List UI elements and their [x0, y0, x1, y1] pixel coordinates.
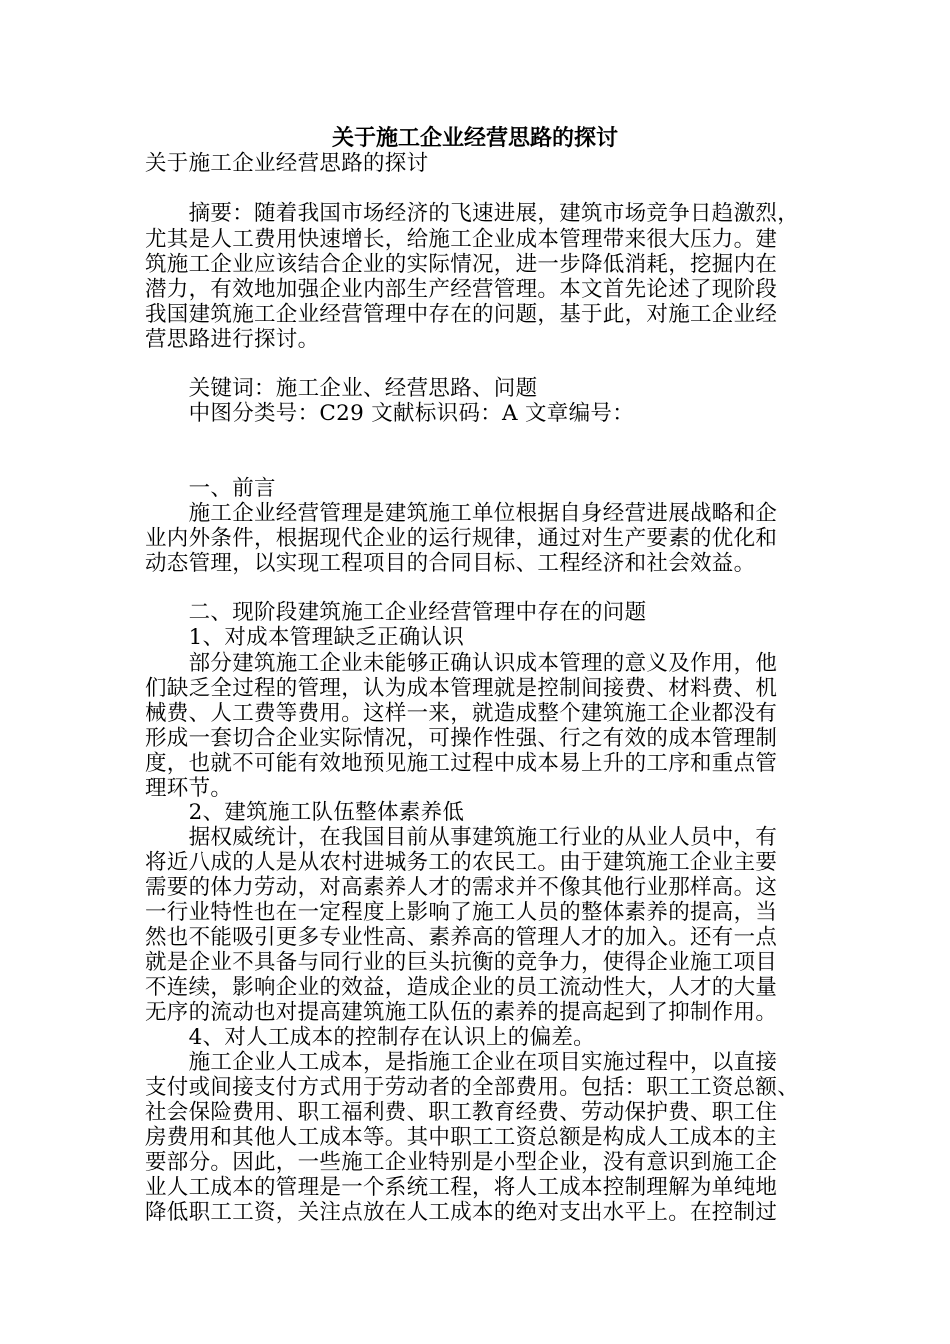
text-line: 不连续，影响企业的效益，造成企业的员工流动性大，人才的大量 — [145, 975, 778, 1000]
keywords-line: 关键词：施工企业、经营思路、问题 — [145, 376, 538, 401]
section-heading: 一、前言 — [145, 476, 276, 501]
text-line: 度，也就不可能有效地预见施工过程中成本易上升的工序和重点管 — [145, 751, 778, 776]
text-line: 部分建筑施工企业未能够正确认识成本管理的意义及作用，他 — [145, 651, 778, 676]
text-line: 形成一套切合企业实际情况，可操作性强、行之有效的成本管理制 — [145, 726, 778, 751]
doc-title: 关于施工企业经营思路的探讨 — [331, 125, 618, 151]
text-line: 施工企业经营管理是建筑施工单位根据自身经营进展战略和企 — [145, 501, 778, 526]
text-line: 据权威统计，在我国目前从事建筑施工行业的从业人员中，有 — [145, 825, 778, 850]
text-line: 业人工成本的管理是一个系统工程，将人工成本控制理解为单纯地 — [145, 1175, 778, 1200]
doc-subtitle: 关于施工企业经营思路的探讨 — [145, 151, 429, 176]
text-line: 要部分。因此，一些施工企业特别是小型企业，没有意识到施工企 — [145, 1150, 778, 1175]
text-line: 摘要：随着我国市场经济的飞速进展，建筑市场竞争日趋激烈， — [145, 201, 800, 226]
text-line: 筑施工企业应该结合企业的实际情况，进一步降低消耗，挖掘内在 — [145, 252, 778, 277]
text-line: 械费、人工费等费用。这样一来，就造成整个建筑施工企业都没有 — [145, 701, 778, 726]
text-line: 支付或间接支付方式用于劳动者的全部费用。包括：职工工资总额、 — [145, 1075, 800, 1100]
classification-line: 中图分类号：C29 文献标识码：A 文章编号： — [145, 401, 635, 426]
text-line: 施工企业人工成本，是指施工企业在项目实施过程中，以直接 — [145, 1050, 778, 1075]
text-line: 们缺乏全过程的管理，认为成本管理就是控制间接费、材料费、机 — [145, 676, 778, 701]
text-line: 潜力，有效地加强企业内部生产经营管理。本文首先论述了现阶段 — [145, 277, 778, 302]
text-line: 需要的体力劳动，对高素养人才的需求并不像其他行业那样高。这 — [145, 875, 778, 900]
text-line: 理环节。 — [145, 776, 233, 801]
subsection-heading: 4、对人工成本的控制存在认识上的偏差。 — [145, 1025, 595, 1050]
text-line: 就是企业不具备与同行业的巨头抗衡的竞争力，使得企业施工项目 — [145, 950, 778, 975]
text-line: 一行业特性也在一定程度上影响了施工人员的整体素养的提高，当 — [145, 900, 778, 925]
text-line: 营思路进行探讨。 — [145, 327, 320, 352]
section-heading: 二、现阶段建筑施工企业经营管理中存在的问题 — [145, 600, 647, 625]
text-line: 降低职工工资，关注点放在人工成本的绝对支出水平上。在控制过 — [145, 1200, 778, 1225]
text-line: 将近八成的人是从农村进城务工的农民工。由于建筑施工企业主要 — [145, 850, 778, 875]
subsection-heading: 1、对成本管理缺乏正确认识 — [145, 625, 465, 650]
text-line: 社会保险费用、职工福利费、职工教育经费、劳动保护费、职工住 — [145, 1100, 778, 1125]
text-line: 房费用和其他人工成本等。其中职工工资总额是构成人工成本的主 — [145, 1125, 778, 1150]
text-line: 我国建筑施工企业经营管理中存在的问题，基于此，对施工企业经 — [145, 302, 778, 327]
text-line: 然也不能吸引更多专业性高、素养高的管理人才的加入。还有一点 — [145, 925, 778, 950]
text-line: 业内外条件，根据现代企业的运行规律，通过对生产要素的优化和 — [145, 526, 778, 551]
text-line: 尤其是人工费用快速增长，给施工企业成本管理带来很大压力。建 — [145, 227, 778, 252]
subsection-heading: 2、建筑施工队伍整体素养低 — [145, 800, 465, 825]
text-line: 动态管理，以实现工程项目的合同目标、工程经济和社会效益。 — [145, 551, 756, 576]
text-line: 无序的流动也对提高建筑施工队伍的素养的提高起到了抑制作用。 — [145, 1000, 778, 1025]
